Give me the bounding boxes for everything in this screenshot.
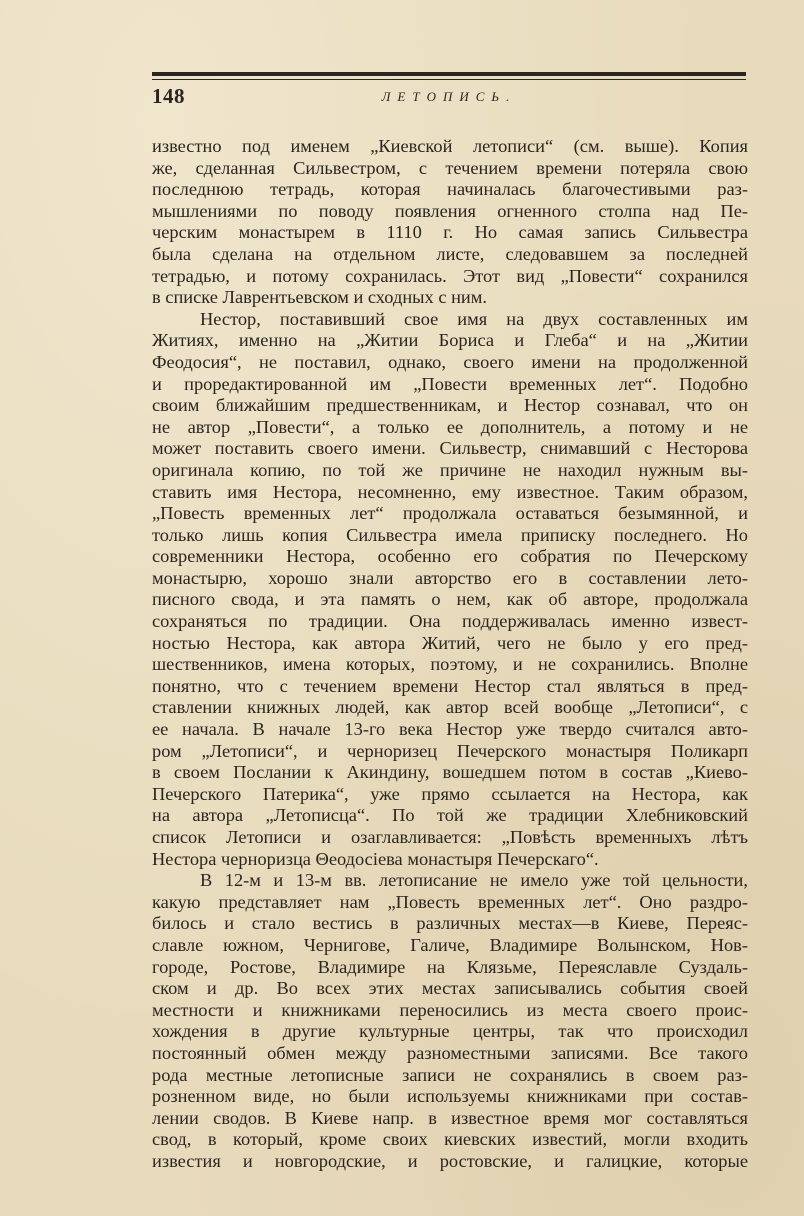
page-header bbox=[152, 84, 746, 110]
text-line: Печерского Патерика“, уже прямо ссылается на Нестора, как bbox=[152, 783, 748, 804]
text-line: какую представляет нам „Повесть временных лет“. Оно раздро- bbox=[152, 891, 748, 912]
text-line: местности и книжниками переносились из места своего проис- bbox=[152, 999, 748, 1020]
text-line: только лишь копия Сильвестра имела приписку последнего. Но bbox=[152, 524, 748, 545]
header-rule-thin bbox=[152, 79, 746, 80]
text-line: известно под именем „Киевской летописи“ (см. выше). Копия bbox=[152, 136, 748, 156]
text-line: же, сделанная Сильвестром, с течением времени потеряла свою bbox=[152, 157, 748, 178]
text-line: В 12-м и 13-м вв. летописание не имело уже той цельности, bbox=[200, 870, 748, 891]
text-line: свод, в который, кроме своих киевских известий, могли входить bbox=[152, 1129, 748, 1150]
text-line: ставить имя Нестора, несомненно, ему известное. Таким образом, bbox=[152, 481, 748, 502]
text-line: последнюю тетрадь, которая начиналась благочестивыми раз- bbox=[152, 179, 748, 200]
text-line: писного свода, и эта память о нем, как об авторе, продолжала bbox=[152, 589, 748, 610]
body-text bbox=[152, 136, 748, 1173]
text-line: монастырю, хорошо знали авторство его в составлении лето- bbox=[152, 567, 748, 588]
text-line: тетрадью, и потому сохранилась. Этот вид „Повести“ сохранился bbox=[152, 265, 748, 286]
text-line: Житиях, именно на „Житии Бориса и Глеба“ и на „Житии bbox=[152, 330, 748, 351]
text-line: известия и новгородские, и ростовские, и галицкие, которые bbox=[152, 1150, 748, 1171]
text-line: и проредактированной им „Повести временных лет“. Подобно bbox=[152, 373, 748, 394]
text-line: понятно, что с течением времени Нестор стал являться в пред- bbox=[152, 675, 748, 696]
text-line: Нестор, поставивший свое имя на двух составленных им bbox=[200, 308, 748, 329]
text-line: лении сводов. В Киеве напр. в известное время мог составляться bbox=[152, 1107, 748, 1128]
text-line: в своем Послании к Акиндину, вошедшем потом в состав „Киево- bbox=[152, 762, 748, 783]
text-line: Феодосия“, не поставил, однако, своего имени на продолженной bbox=[152, 351, 748, 372]
text-line: черским монастырем в 1110 г. Но самая запись Сильвестра bbox=[152, 222, 748, 243]
text-line: список Летописи и озаглавливается: „Повѣсть временныхъ лѣтъ bbox=[152, 827, 748, 847]
text-line: современники Нестора, особенно его собратия по Печерскому bbox=[152, 546, 748, 567]
text-line: ском и др. Во всех этих местах записывались события своей bbox=[152, 978, 748, 999]
text-line: розненном виде, но были используемы книжниками при состав- bbox=[152, 1086, 748, 1107]
text-line: может поставить своего имени. Сильвестр, снимавший с Несторова bbox=[152, 438, 748, 459]
text-line: ностью Нестора, как автора Житий, чего не было у его пред- bbox=[152, 632, 748, 653]
header-rule-thick bbox=[152, 72, 746, 76]
text-line: „Повесть временных лет“ продолжала оставаться безымянной, и bbox=[152, 503, 748, 524]
text-line: рода местные летописные записи не сохранялись в своем раз- bbox=[152, 1064, 748, 1085]
text-line: в списке Лаврентьевском и сходных с ним. bbox=[152, 287, 487, 308]
text-line: ее начала. В начале 13-го века Нестор уже твердо считался авто- bbox=[152, 719, 748, 740]
text-line: ставлении книжных людей, как автор всей вообще „Летописи“, с bbox=[152, 697, 748, 718]
text-line: не автор „Повести“, а только ее дополнитель, а потому и не bbox=[152, 416, 748, 437]
text-line: была сделана на отдельном листе, следовавшем за последней bbox=[152, 243, 748, 264]
text-line: мышлениями по поводу появления огненного столпа над Пе- bbox=[152, 200, 748, 221]
text-line: Нестора черноризца Θеодосіева монастыря Печерскаго“. bbox=[152, 848, 599, 869]
text-line: оригинала копию, по той же причине не находил нужным вы- bbox=[152, 459, 748, 480]
text-line: постоянный обмен между разноместными записями. Все такого bbox=[152, 1042, 748, 1063]
text-line: своим ближайшим предшественникам, и Нестор сознавал, что он bbox=[152, 395, 748, 416]
text-line: билось и стало вестись в различных местах—в Киеве, Переяс- bbox=[152, 913, 748, 934]
text-line: на автора „Летописца“. По той же традиции Хлебниковский bbox=[152, 805, 748, 826]
text-line: шественников, имена которых, поэтому, и не сохранились. Вполне bbox=[152, 654, 748, 675]
text-line: хождения в другие культурные центры, так что происходил bbox=[152, 1021, 748, 1042]
text-line: городе, Ростове, Владимире на Клязьме, Переяславле Суздаль- bbox=[152, 956, 748, 977]
text-line: ром „Летописи“, и черноризец Печерского монастыря Поликарп bbox=[152, 740, 748, 761]
running-head: ЛЕТОПИСЬ. bbox=[381, 89, 517, 104]
text-line: славле южном, Чернигове, Галиче, Владимире Волынском, Нов- bbox=[152, 934, 748, 955]
text-line: сохраняться по традиции. Она поддерживалась именно извест- bbox=[152, 611, 748, 632]
page-number: 148 bbox=[152, 84, 185, 108]
